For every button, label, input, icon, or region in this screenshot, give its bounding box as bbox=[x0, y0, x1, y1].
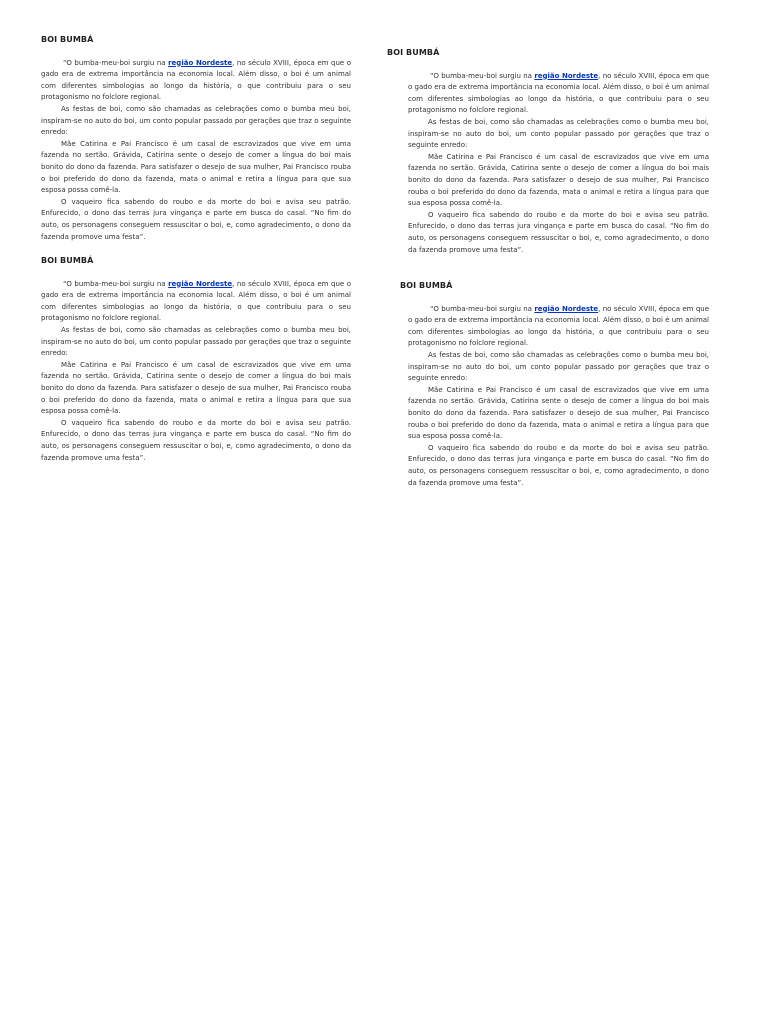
doc-paragraph: “O bumba-meu-boi surgiu na região Nordeste, no século XVIII, época em que o gado era de extrema importância na economia local. Além disso, o boi é um animal com diferentes simbologias ao longo da história, o que contribuiu para o seu protagonismo no folclore regional. bbox=[408, 304, 710, 348]
doc-paragraph: As festas de boi, como são chamadas as celebrações como o bumba meu boi, inspiram-se no auto do boi, um conto popular passado por gerações que traz o seguinte enredo: bbox=[41, 325, 351, 358]
doc-block bbox=[400, 280, 709, 489]
doc-title: BOI BUMBÁ bbox=[41, 35, 94, 44]
doc-title: BOI BUMBÁ bbox=[387, 48, 440, 57]
regiao-nordeste-link[interactable]: região Nordeste bbox=[534, 71, 599, 80]
regiao-nordeste-link[interactable]: região Nordeste bbox=[168, 279, 233, 288]
doc-paragraph: “O bumba-meu-boi surgiu na região Nordeste, no século XVIII, época em que o gado era de extrema importância na economia local. Além disso, o boi é um animal com diferentes simbologias ao longo da história, o que contribuiu para o seu protagonismo no folclore regional. bbox=[41, 279, 352, 323]
doc-paragraph: As festas de boi, como são chamadas as celebrações como o bumba meu boi, inspiram-se no auto do boi, um conto popular passado por gerações que traz o seguinte enredo: bbox=[408, 117, 709, 150]
doc-paragraph: O vaqueiro fica sabendo do roubo e da morte do boi e avisa seu patrão. Enfurecido, o dono das terras jura vingança e parte em busca do casal. “No fim do auto, os personagens conseguem ressuscitar o boi, e, como agradecimento, o dono da fazenda promove uma festa”. bbox=[408, 443, 709, 487]
doc-paragraph: Mãe Catirina e Pai Francisco é um casal de escravizados que vive em uma fazenda no sertão. Grávida, Catirina sente o desejo de comer a língua do boi mais bonito do dono da fazenda. Para satisfazer o desejo de sua mulher, Pai Francisco rouba o boi preferido do dono da fazenda, mata o animal e retira a língua para que sua esposa possa comê-la. bbox=[41, 139, 351, 195]
doc-paragraph: Mãe Catirina e Pai Francisco é um casal de escravizados que vive em uma fazenda no sertão. Grávida, Catirina sente o desejo de comer a língua do boi mais bonito do dono da fazenda. Para satisfazer o desejo de sua mulher, Pai Francisco rouba o boi preferido do dono da fazenda, mata o animal e retira a língua para que sua esposa possa comê-la. bbox=[408, 385, 709, 441]
doc-block bbox=[41, 255, 351, 464]
doc-paragraph: “O bumba-meu-boi surgiu na região Nordeste, no século XVIII, época em que o gado era de extrema importância na economia local. Além disso, o boi é um animal com diferentes simbologias ao longo da história, o que contribuiu para o seu protagonismo no folclore regional. bbox=[408, 71, 710, 115]
doc-block bbox=[387, 47, 709, 256]
doc-block bbox=[41, 34, 351, 243]
doc-paragraph: “O bumba-meu-boi surgiu na região Nordeste, no século XVIII, época em que o gado era de extrema importância na economia local. Além disso, o boi é um animal com diferentes simbologias ao longo da história, o que contribuiu para o seu protagonismo no folclore regional. bbox=[41, 58, 352, 102]
doc-title: BOI BUMBÁ bbox=[400, 281, 453, 290]
doc-paragraph: O vaqueiro fica sabendo do roubo e da morte do boi e avisa seu patrão. Enfurecido, o dono das terras jura vingança e parte em busca do casal. “No fim do auto, os personagens conseguem ressuscitar o boi, e, como agradecimento, o dono da fazenda promove uma festa”. bbox=[41, 418, 351, 462]
doc-paragraph: O vaqueiro fica sabendo do roubo e da morte do boi e avisa seu patrão. Enfurecido, o dono das terras jura vingança e parte em busca do casal. “No fim do auto, os personagens conseguem ressuscitar o boi, e, como agradecimento, o dono da fazenda promove uma festa”. bbox=[41, 197, 351, 241]
doc-paragraph: O vaqueiro fica sabendo do roubo e da morte do boi e avisa seu patrão. Enfurecido, o dono das terras jura vingança e parte em busca do casal. “No fim do auto, os personagens conseguem ressuscitar o boi, e, como agradecimento, o dono da fazenda promove uma festa”. bbox=[408, 210, 709, 254]
doc-title: BOI BUMBÁ bbox=[41, 256, 94, 265]
regiao-nordeste-link[interactable]: região Nordeste bbox=[168, 58, 233, 67]
doc-paragraph: As festas de boi, como são chamadas as celebrações como o bumba meu boi, inspiram-se no auto do boi, um conto popular passado por gerações que traz o seguinte enredo: bbox=[41, 104, 351, 137]
doc-paragraph: Mãe Catirina e Pai Francisco é um casal de escravizados que vive em uma fazenda no sertão. Grávida, Catirina sente o desejo de comer a língua do boi mais bonito do dono da fazenda. Para satisfazer o desejo de sua mulher, Pai Francisco rouba o boi preferido do dono da fazenda, mata o animal e retira a língua para que sua esposa possa comê-la. bbox=[408, 152, 709, 208]
regiao-nordeste-link[interactable]: região Nordeste bbox=[534, 304, 599, 313]
doc-paragraph: Mãe Catirina e Pai Francisco é um casal de escravizados que vive em uma fazenda no sertão. Grávida, Catirina sente o desejo de comer a língua do boi mais bonito do dono da fazenda. Para satisfazer o desejo de sua mulher, Pai Francisco rouba o boi preferido do dono da fazenda, mata o animal e retira a língua para que sua esposa possa comê-la. bbox=[41, 360, 351, 416]
doc-paragraph: As festas de boi, como são chamadas as celebrações como o bumba meu boi, inspiram-se no auto do boi, um conto popular passado por gerações que traz o seguinte enredo: bbox=[408, 350, 709, 383]
